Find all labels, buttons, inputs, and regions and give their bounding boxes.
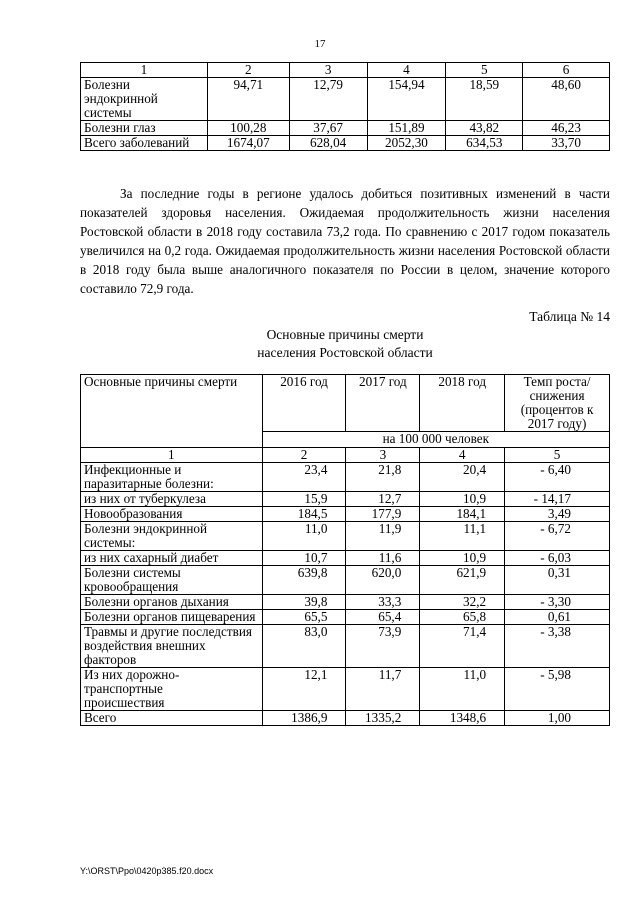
row-label: Болезни эндокринной системы: bbox=[81, 522, 263, 551]
table-cell: - 14,17 bbox=[505, 492, 610, 507]
table-row bbox=[81, 668, 610, 711]
table-cell: 634,53 bbox=[446, 136, 523, 151]
table-cell: 10,9 bbox=[420, 551, 505, 566]
header-cell: 2018 год bbox=[420, 375, 505, 432]
table-death-causes bbox=[80, 374, 610, 726]
table-cell: 2052,30 bbox=[367, 136, 446, 151]
row-label: из них от туберкулеза bbox=[81, 492, 263, 507]
table-cell: 10,7 bbox=[262, 551, 346, 566]
header-cell: 2017 год bbox=[346, 375, 420, 432]
table-cell: 1,00 bbox=[505, 711, 610, 726]
row-label: Всего заболеваний bbox=[81, 136, 208, 151]
table-cell: 48,60 bbox=[523, 78, 610, 121]
table-row bbox=[81, 566, 610, 595]
header-cell: Основные причины смерти bbox=[81, 375, 263, 448]
table-cell: 628,04 bbox=[289, 136, 367, 151]
table-cell: 10,9 bbox=[420, 492, 505, 507]
table-cell: 11,0 bbox=[420, 668, 505, 711]
table-cell: 83,0 bbox=[262, 625, 346, 668]
table-cell: 37,67 bbox=[289, 121, 367, 136]
table-cell: 184,5 bbox=[262, 507, 346, 522]
table-cell: 12,7 bbox=[346, 492, 420, 507]
table-cell: 65,8 bbox=[420, 610, 505, 625]
table-cell: - 6,40 bbox=[505, 463, 610, 492]
table-cell: 12,1 bbox=[262, 668, 346, 711]
table-cell: 1386,9 bbox=[262, 711, 346, 726]
table-cell: - 5,98 bbox=[505, 668, 610, 711]
table-cell: 11,9 bbox=[346, 522, 420, 551]
table-cell: - 3,30 bbox=[505, 595, 610, 610]
table-cell: 620,0 bbox=[346, 566, 420, 595]
table-cell: 11,7 bbox=[346, 668, 420, 711]
table-row bbox=[81, 136, 610, 151]
header-cell: Темп роста/снижения (процентов к 2017 году) bbox=[505, 375, 610, 432]
row-label: Болезни эндокринной системы bbox=[81, 78, 208, 121]
table-number-label: Таблица № 14 bbox=[529, 309, 610, 324]
table-cell: 184,1 bbox=[420, 507, 505, 522]
table-cell: 43,82 bbox=[446, 121, 523, 136]
row-label: Из них дорожно-транспортные происшествия bbox=[81, 668, 263, 711]
table-cell: 11,0 bbox=[262, 522, 346, 551]
table-cell: 0,61 bbox=[505, 610, 610, 625]
table-cell: 33,70 bbox=[523, 136, 610, 151]
table-cell: 65,4 bbox=[346, 610, 420, 625]
table-cell: 65,5 bbox=[262, 610, 346, 625]
header-cell: 2016 год bbox=[262, 375, 346, 432]
table-row bbox=[81, 463, 610, 492]
header-cell: 2 bbox=[207, 63, 289, 78]
header-cell: 5 bbox=[446, 63, 523, 78]
page-number: 17 bbox=[314, 38, 326, 50]
caption-line: населения Ростовской области bbox=[257, 345, 433, 360]
table-cell: 46,23 bbox=[523, 121, 610, 136]
row-label: Новообразования bbox=[81, 507, 263, 522]
table-row bbox=[81, 595, 610, 610]
table-cell: 11,6 bbox=[346, 551, 420, 566]
header-cell: 1 bbox=[81, 63, 208, 78]
row-label: Инфекционные и паразитарные болезни: bbox=[81, 463, 263, 492]
table-cell: 151,89 bbox=[367, 121, 446, 136]
row-label: Болезни органов дыхания bbox=[81, 595, 263, 610]
table-cell: 1335,2 bbox=[346, 711, 420, 726]
table-cell: - 6,72 bbox=[505, 522, 610, 551]
table-row bbox=[81, 492, 610, 507]
table-cell: 33,3 bbox=[346, 595, 420, 610]
table-row bbox=[81, 551, 610, 566]
header-cell: 3 bbox=[346, 448, 420, 463]
row-label: из них сахарный диабет bbox=[81, 551, 263, 566]
table-cell: 3,49 bbox=[505, 507, 610, 522]
caption-line: Основные причины смерти bbox=[266, 327, 424, 342]
row-label: Болезни системы кровообращения bbox=[81, 566, 263, 595]
table-diseases bbox=[80, 62, 610, 151]
table-row bbox=[81, 121, 610, 136]
table-cell: 18,59 bbox=[446, 78, 523, 121]
table-cell: 12,79 bbox=[289, 78, 367, 121]
table-row bbox=[81, 78, 610, 121]
table-cell: 15,9 bbox=[262, 492, 346, 507]
table-cell: 71,4 bbox=[420, 625, 505, 668]
table-cell: 639,8 bbox=[262, 566, 346, 595]
header-cell: 5 bbox=[505, 448, 610, 463]
table-row bbox=[81, 711, 610, 726]
table-cell: 0,31 bbox=[505, 566, 610, 595]
table-cell: 11,1 bbox=[420, 522, 505, 551]
header-cell: 4 bbox=[420, 448, 505, 463]
file-path-footer: Y:\ORST\Ppo\0420p385.f20.docx bbox=[80, 866, 214, 876]
table-header-row bbox=[81, 375, 610, 432]
table-cell: 94,71 bbox=[207, 78, 289, 121]
table-cell: 23,4 bbox=[262, 463, 346, 492]
row-label: Травмы и другие последствия воздействия внешних факторов bbox=[81, 625, 263, 668]
table-cell: - 6,03 bbox=[505, 551, 610, 566]
table-row bbox=[81, 625, 610, 668]
table-row bbox=[81, 507, 610, 522]
table-row bbox=[81, 610, 610, 625]
row-label: Болезни органов пищеварения bbox=[81, 610, 263, 625]
table-cell: 21,8 bbox=[346, 463, 420, 492]
table-cell: 100,28 bbox=[207, 121, 289, 136]
table-cell: 621,9 bbox=[420, 566, 505, 595]
table-cell: 73,9 bbox=[346, 625, 420, 668]
table-row bbox=[81, 522, 610, 551]
table-cell: 20,4 bbox=[420, 463, 505, 492]
table-cell: 177,9 bbox=[346, 507, 420, 522]
table-cell: 1674,07 bbox=[207, 136, 289, 151]
row-label: Всего bbox=[81, 711, 263, 726]
table-cell: 1348,6 bbox=[420, 711, 505, 726]
header-cell: 6 bbox=[523, 63, 610, 78]
table-cell: 32,2 bbox=[420, 595, 505, 610]
table-cell: 39,8 bbox=[262, 595, 346, 610]
table-header-row bbox=[81, 63, 610, 78]
header-cell: 4 bbox=[367, 63, 446, 78]
table-cell: - 3,38 bbox=[505, 625, 610, 668]
body-paragraph: За последние годы в регионе удалось добиться позитивных изменений в части показателей здоровья населения. Ожидаемая продолжительность жизни населения Ростовской области в 2018 году составила 73,2 года. По сравнению с 2017 годом показатель увеличился на 0,2 года. Ожидаемая продолжительность жизни населения Ростовской области в 2018 году была выше аналогичного показателя по России в целом, значение которого составило 72,9 года. bbox=[80, 186, 610, 296]
table-cell: 154,94 bbox=[367, 78, 446, 121]
table-number-row bbox=[81, 448, 610, 463]
table-caption bbox=[80, 326, 610, 362]
header-cell: 1 bbox=[81, 448, 263, 463]
row-label: Болезни глаз bbox=[81, 121, 208, 136]
units-cell: на 100 000 человек bbox=[262, 432, 609, 448]
header-cell: 2 bbox=[262, 448, 346, 463]
header-cell: 3 bbox=[289, 63, 367, 78]
